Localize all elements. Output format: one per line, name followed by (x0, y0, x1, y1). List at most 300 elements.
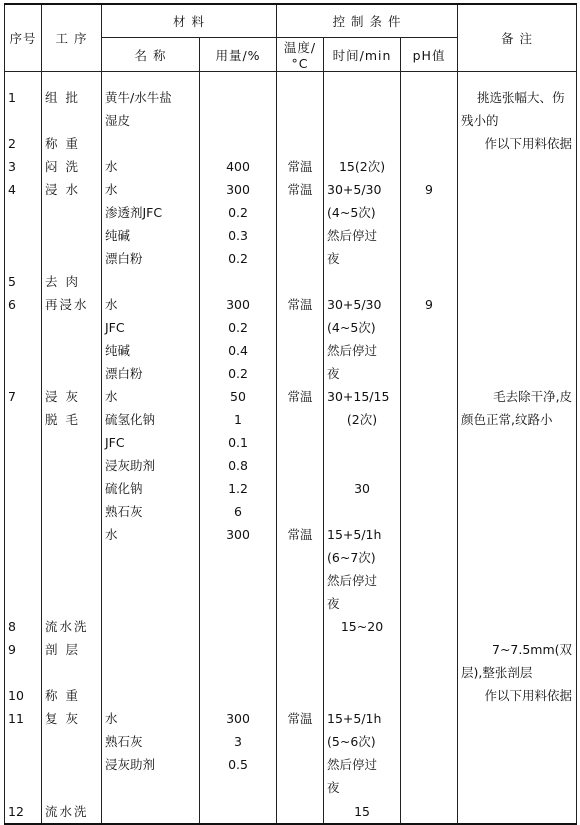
cell-ph (401, 638, 458, 661)
cell-time (324, 109, 401, 132)
cell-time: 然后停过 (324, 569, 401, 592)
cell-remark (458, 201, 577, 224)
cell-no: 10 (5, 684, 42, 707)
cell-step (42, 546, 102, 569)
cell-temperature (277, 592, 324, 615)
cell-ph (401, 247, 458, 270)
cell-ph (401, 385, 458, 408)
table-row (5, 776, 577, 799)
cell-time: 30+5/30 (324, 293, 401, 316)
cell-step: 浸 水 (42, 178, 102, 201)
cell-temperature (277, 270, 324, 293)
cell-remark (458, 362, 577, 385)
cell-remark (458, 155, 577, 178)
cell-time (324, 661, 401, 684)
cell-time: 15 (324, 799, 401, 824)
cell-ph (401, 270, 458, 293)
cell-ph (401, 569, 458, 592)
cell-amount: 3 (200, 730, 277, 753)
table-row (5, 753, 577, 776)
table-row (5, 477, 577, 500)
cell-material (102, 776, 200, 799)
cell-step (42, 454, 102, 477)
cell-material (102, 661, 200, 684)
cell-time: 15+5/1h (324, 707, 401, 730)
cell-step: 脱 毛 (42, 408, 102, 431)
cell-ph (401, 684, 458, 707)
cell-remark: 作以下用料依据 (458, 132, 577, 155)
spacer-cell (324, 72, 401, 87)
table-row (5, 362, 577, 385)
cell-step: 称 重 (42, 684, 102, 707)
cell-remark: 颜色正常,纹路小 (458, 408, 577, 431)
cell-remark: 作以下用料依据 (458, 684, 577, 707)
table-row (5, 638, 577, 661)
cell-ph (401, 86, 458, 109)
cell-time: 夜 (324, 362, 401, 385)
cell-temperature (277, 776, 324, 799)
cell-temperature (277, 132, 324, 155)
cell-no: 6 (5, 293, 42, 316)
cell-no (5, 523, 42, 546)
cell-temperature (277, 546, 324, 569)
cell-ph (401, 730, 458, 753)
table-header (5, 4, 577, 72)
cell-remark: 残小的 (458, 109, 577, 132)
header-conditions-group: 控 制 条 件 (277, 4, 458, 38)
cell-ph (401, 201, 458, 224)
cell-step (42, 431, 102, 454)
cell-material (102, 270, 200, 293)
cell-temperature (277, 109, 324, 132)
cell-remark (458, 592, 577, 615)
cell-remark: 挑选张幅大、伤 (458, 86, 577, 109)
cell-material (102, 546, 200, 569)
header-amount: 用量/% (200, 38, 277, 72)
cell-ph (401, 707, 458, 730)
cell-material: 水 (102, 523, 200, 546)
cell-remark (458, 477, 577, 500)
table-body (5, 72, 577, 825)
cell-no: 9 (5, 638, 42, 661)
cell-temperature (277, 730, 324, 753)
table-row (5, 661, 577, 684)
cell-step (42, 339, 102, 362)
table-row (5, 339, 577, 362)
spacer-cell (458, 72, 577, 87)
cell-step (42, 592, 102, 615)
cell-remark (458, 569, 577, 592)
cell-remark (458, 224, 577, 247)
cell-amount: 50 (200, 385, 277, 408)
cell-step (42, 753, 102, 776)
cell-time (324, 270, 401, 293)
table-row (5, 684, 577, 707)
cell-material (102, 592, 200, 615)
cell-step (42, 316, 102, 339)
cell-no (5, 201, 42, 224)
spacer-cell (401, 72, 458, 87)
process-table (4, 3, 577, 825)
cell-material: 纯碱 (102, 339, 200, 362)
cell-material: 黄牛/水牛盐 (102, 86, 200, 109)
cell-amount (200, 661, 277, 684)
cell-step (42, 362, 102, 385)
cell-time (324, 500, 401, 523)
table-row (5, 132, 577, 155)
cell-temperature (277, 661, 324, 684)
cell-step: 流水洗 (42, 615, 102, 638)
cell-material (102, 615, 200, 638)
cell-no: 7 (5, 385, 42, 408)
spacer-cell (5, 72, 42, 87)
cell-time: 然后停过 (324, 224, 401, 247)
header-remarks: 备 注 (458, 4, 577, 72)
cell-temperature: 常温 (277, 523, 324, 546)
header-no: 序号 (5, 4, 42, 72)
cell-material: 漂白粉 (102, 362, 200, 385)
cell-amount: 400 (200, 155, 277, 178)
cell-no: 1 (5, 86, 42, 109)
table-row (5, 385, 577, 408)
cell-time: 然后停过 (324, 753, 401, 776)
cell-ph (401, 546, 458, 569)
cell-remark (458, 730, 577, 753)
cell-amount: 0.5 (200, 753, 277, 776)
cell-temperature (277, 500, 324, 523)
cell-no (5, 247, 42, 270)
cell-material: JFC (102, 431, 200, 454)
cell-time: 夜 (324, 247, 401, 270)
cell-amount (200, 569, 277, 592)
cell-material: JFC (102, 316, 200, 339)
header-materials-group: 材 料 (102, 4, 277, 38)
cell-step (42, 500, 102, 523)
cell-amount: 1 (200, 408, 277, 431)
cell-remark (458, 339, 577, 362)
cell-amount (200, 776, 277, 799)
cell-time: 15+5/1h (324, 523, 401, 546)
table-row (5, 500, 577, 523)
table-row (5, 86, 577, 109)
cell-step (42, 569, 102, 592)
cell-no: 3 (5, 155, 42, 178)
cell-no: 11 (5, 707, 42, 730)
cell-material: 水 (102, 155, 200, 178)
cell-amount: 0.1 (200, 431, 277, 454)
cell-ph: 9 (401, 178, 458, 201)
cell-time (324, 684, 401, 707)
cell-remark (458, 247, 577, 270)
cell-amount: 0.2 (200, 247, 277, 270)
cell-time: 30 (324, 477, 401, 500)
cell-remark: 毛去除干净,皮 (458, 385, 577, 408)
cell-step (42, 730, 102, 753)
cell-material: 漂白粉 (102, 247, 200, 270)
spacer-cell (277, 72, 324, 87)
cell-amount: 0.4 (200, 339, 277, 362)
cell-no (5, 592, 42, 615)
cell-amount (200, 638, 277, 661)
cell-ph (401, 523, 458, 546)
cell-no (5, 408, 42, 431)
cell-remark (458, 431, 577, 454)
cell-material: 浸灰助剂 (102, 753, 200, 776)
cell-temperature (277, 799, 324, 824)
spacer-cell (102, 72, 200, 87)
cell-temperature: 常温 (277, 385, 324, 408)
cell-material: 水 (102, 178, 200, 201)
cell-amount (200, 86, 277, 109)
cell-remark (458, 293, 577, 316)
cell-time (324, 431, 401, 454)
cell-amount (200, 546, 277, 569)
cell-ph (401, 155, 458, 178)
cell-step: 闷 洗 (42, 155, 102, 178)
cell-material (102, 799, 200, 824)
cell-ph (401, 799, 458, 824)
cell-ph (401, 753, 458, 776)
cell-temperature (277, 201, 324, 224)
header-ph: pH值 (401, 38, 458, 72)
cell-no: 5 (5, 270, 42, 293)
cell-amount (200, 684, 277, 707)
cell-time: (6~7次) (324, 546, 401, 569)
cell-time (324, 454, 401, 477)
cell-amount: 0.3 (200, 224, 277, 247)
cell-amount: 0.2 (200, 316, 277, 339)
cell-no: 8 (5, 615, 42, 638)
cell-ph (401, 661, 458, 684)
cell-amount (200, 799, 277, 824)
cell-amount: 300 (200, 293, 277, 316)
cell-step (42, 109, 102, 132)
cell-temperature (277, 339, 324, 362)
cell-temperature: 常温 (277, 293, 324, 316)
cell-ph (401, 408, 458, 431)
cell-no (5, 569, 42, 592)
cell-step: 浸 灰 (42, 385, 102, 408)
cell-amount: 6 (200, 500, 277, 523)
cell-temperature (277, 753, 324, 776)
table-row (5, 224, 577, 247)
cell-no (5, 316, 42, 339)
cell-ph (401, 316, 458, 339)
table-row (5, 431, 577, 454)
cell-ph (401, 431, 458, 454)
cell-step (42, 776, 102, 799)
cell-remark (458, 316, 577, 339)
cell-ph (401, 339, 458, 362)
cell-temperature: 常温 (277, 178, 324, 201)
cell-amount: 300 (200, 178, 277, 201)
cell-step: 剖 层 (42, 638, 102, 661)
cell-amount: 0.2 (200, 362, 277, 385)
table-row (5, 569, 577, 592)
cell-step: 复 灰 (42, 707, 102, 730)
table-row (5, 178, 577, 201)
cell-no (5, 362, 42, 385)
cell-temperature (277, 477, 324, 500)
cell-material (102, 684, 200, 707)
cell-amount (200, 109, 277, 132)
table-row (5, 615, 577, 638)
table-row (5, 730, 577, 753)
cell-no: 4 (5, 178, 42, 201)
cell-material: 渗透剂JFC (102, 201, 200, 224)
cell-time: (4~5次) (324, 316, 401, 339)
table-row (5, 523, 577, 546)
cell-material: 水 (102, 707, 200, 730)
table-row (5, 247, 577, 270)
cell-no (5, 339, 42, 362)
cell-amount: 300 (200, 707, 277, 730)
cell-no (5, 109, 42, 132)
cell-amount: 0.8 (200, 454, 277, 477)
cell-amount (200, 615, 277, 638)
cell-remark (458, 270, 577, 293)
cell-remark (458, 500, 577, 523)
cell-time: 夜 (324, 776, 401, 799)
cell-remark (458, 178, 577, 201)
cell-material: 湿皮 (102, 109, 200, 132)
header-temperature: 温度/°C (277, 38, 324, 72)
cell-material: 硫化钠 (102, 477, 200, 500)
cell-step (42, 661, 102, 684)
cell-no (5, 730, 42, 753)
header-material-name: 名 称 (102, 38, 200, 72)
cell-step (42, 477, 102, 500)
cell-remark (458, 707, 577, 730)
cell-time: 然后停过 (324, 339, 401, 362)
cell-no (5, 776, 42, 799)
cell-material: 硫氢化钠 (102, 408, 200, 431)
cell-remark: 层),整张剖层 (458, 661, 577, 684)
cell-no (5, 500, 42, 523)
cell-step (42, 201, 102, 224)
cell-ph (401, 615, 458, 638)
table-row (5, 546, 577, 569)
cell-ph: 9 (401, 293, 458, 316)
cell-ph (401, 362, 458, 385)
cell-remark (458, 454, 577, 477)
table-row (5, 454, 577, 477)
table-row (5, 316, 577, 339)
cell-time: (2次) (324, 408, 401, 431)
cell-ph (401, 454, 458, 477)
cell-step (42, 224, 102, 247)
cell-ph (401, 592, 458, 615)
cell-amount (200, 132, 277, 155)
cell-no: 12 (5, 799, 42, 824)
cell-time: 15~20 (324, 615, 401, 638)
cell-step: 流水洗 (42, 799, 102, 824)
cell-no (5, 753, 42, 776)
cell-time (324, 638, 401, 661)
cell-amount: 300 (200, 523, 277, 546)
cell-temperature: 常温 (277, 707, 324, 730)
cell-temperature (277, 224, 324, 247)
cell-material: 水 (102, 293, 200, 316)
cell-material (102, 569, 200, 592)
cell-no (5, 661, 42, 684)
cell-time (324, 86, 401, 109)
header-time: 时间/min (324, 38, 401, 72)
cell-ph (401, 224, 458, 247)
cell-remark (458, 523, 577, 546)
cell-temperature (277, 431, 324, 454)
cell-no (5, 431, 42, 454)
cell-ph (401, 109, 458, 132)
cell-ph (401, 500, 458, 523)
cell-remark: 7~7.5mm(双 (458, 638, 577, 661)
table-row (5, 109, 577, 132)
cell-step: 组 批 (42, 86, 102, 109)
cell-no (5, 454, 42, 477)
cell-material: 浸灰助剂 (102, 454, 200, 477)
spacer-cell (42, 72, 102, 87)
cell-temperature (277, 408, 324, 431)
header-step: 工 序 (42, 4, 102, 72)
cell-no (5, 546, 42, 569)
cell-ph (401, 477, 458, 500)
cell-step: 去 肉 (42, 270, 102, 293)
cell-step (42, 247, 102, 270)
cell-ph (401, 776, 458, 799)
cell-temperature (277, 454, 324, 477)
cell-no (5, 477, 42, 500)
cell-time (324, 132, 401, 155)
cell-amount: 0.2 (200, 201, 277, 224)
cell-step: 再浸水 (42, 293, 102, 316)
cell-material: 水 (102, 385, 200, 408)
table-row (5, 293, 577, 316)
cell-time: (4~5次) (324, 201, 401, 224)
cell-material (102, 638, 200, 661)
cell-no (5, 224, 42, 247)
cell-temperature (277, 247, 324, 270)
cell-time: 30+15/15 (324, 385, 401, 408)
cell-step (42, 523, 102, 546)
cell-amount (200, 270, 277, 293)
cell-remark (458, 546, 577, 569)
table-row (5, 799, 577, 824)
cell-remark (458, 776, 577, 799)
cell-temperature: 常温 (277, 155, 324, 178)
cell-material (102, 132, 200, 155)
cell-material: 熟石灰 (102, 730, 200, 753)
cell-remark (458, 753, 577, 776)
cell-time: 夜 (324, 592, 401, 615)
cell-temperature (277, 86, 324, 109)
spacer-cell (200, 72, 277, 87)
cell-material: 纯碱 (102, 224, 200, 247)
cell-temperature (277, 684, 324, 707)
table-row (5, 707, 577, 730)
cell-amount (200, 592, 277, 615)
cell-amount: 1.2 (200, 477, 277, 500)
cell-temperature (277, 316, 324, 339)
cell-ph (401, 132, 458, 155)
cell-time: 15(2次) (324, 155, 401, 178)
cell-temperature (277, 362, 324, 385)
cell-temperature (277, 638, 324, 661)
cell-remark (458, 799, 577, 824)
table-row (5, 155, 577, 178)
table-row (5, 408, 577, 431)
table-row (5, 270, 577, 293)
cell-temperature (277, 615, 324, 638)
